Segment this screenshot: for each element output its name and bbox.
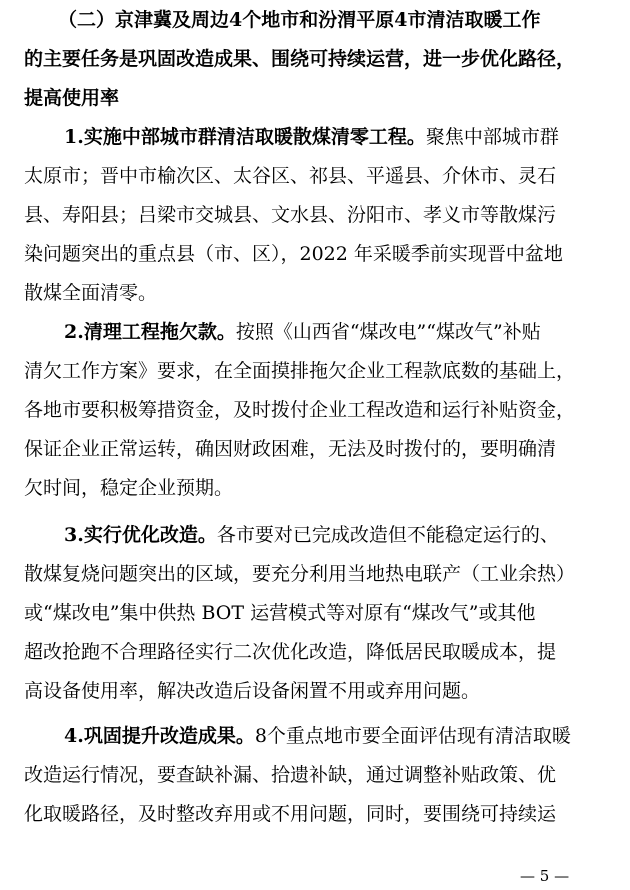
item-2-line: 各地市要积极筹措资金，及时拨付企业工程改造和运行补贴资金， [24, 399, 576, 421]
item-2-line: 清欠工作方案》要求，在全面摸排拖欠企业工程款底数的基础上， [24, 360, 576, 382]
item-1-line: 县、寿阳县；吕梁市交城县、文水县、汾阳市、孝义市等散煤污 [24, 204, 557, 226]
item-3-line: 超改抢跑不合理路径实行二次优化改造，降低居民取暖成本，提 [24, 641, 557, 663]
item-4-line: 改造运行情况，要查缺补漏、拾遗补缺，通过调整补贴政策、优 [24, 764, 557, 786]
item-1-first-line-rest: 聚焦中部城市群 [425, 126, 559, 148]
item-3-line: 散煤复烧问题突出的区域，要充分利用当地热电联产（工业余热） [24, 563, 576, 585]
item-2-first-line-rest: 按照《山西省“煤改电”“煤改气”补贴 [235, 321, 541, 343]
item-3-first-line [64, 523, 624, 547]
section-heading-line-3: 提高使用率 [24, 87, 120, 109]
item-2-lead: 2.清理工程拖欠款。 [64, 321, 236, 343]
item-4-line: 化取暖路径，及时整改弃用或不用问题，同时，要围绕可持续运 [24, 803, 557, 825]
item-2-line: 欠时间，稳定企业预期。 [24, 477, 234, 499]
item-1-line: 染问题突出的重点县（市、区），2022 年采暖季前实现晋中盆地 [24, 243, 563, 265]
item-1-lead: 1.实施中部城市群清洁取暖散煤清零工程。 [64, 126, 426, 148]
item-4-first-line [64, 724, 624, 748]
item-2-first-line [64, 320, 624, 344]
item-1-first-line [64, 125, 624, 149]
item-3-lead: 3.实行优化改造。 [64, 524, 217, 546]
item-3-first-line-rest: 各市要对已完成改造但不能稳定运行的、 [216, 524, 559, 546]
item-1-line: 太原市；晋中市榆次区、太谷区、祁县、平遥县、介休市、灵石 [24, 165, 557, 187]
section-heading-line-2: 的主要任务是巩固改造成果、围绕可持续运营，进一步优化路径， [24, 48, 576, 70]
item-3-line: 或“煤改电”集中供热 BOT 运营模式等对原有“煤改气”或其他 [24, 602, 536, 624]
page-number: — 5 — [520, 867, 570, 885]
item-1-line: 散煤全面清零。 [24, 282, 158, 304]
item-4-first-line-rest: 8个重点地市要全面评估现有清洁取暖 [254, 725, 571, 747]
item-4-lead: 4.巩固提升改造成果。 [64, 725, 255, 747]
section-heading-line-1: （二）京津冀及周边4个地市和汾渭平原4市清洁取暖工作 [58, 9, 541, 31]
item-3-line: 高设备使用率，解决改造后设备闲置不用或弃用问题。 [24, 680, 481, 702]
item-2-line: 保证企业正常运转，确因财政困难，无法及时拨付的，要明确清 [24, 438, 557, 460]
